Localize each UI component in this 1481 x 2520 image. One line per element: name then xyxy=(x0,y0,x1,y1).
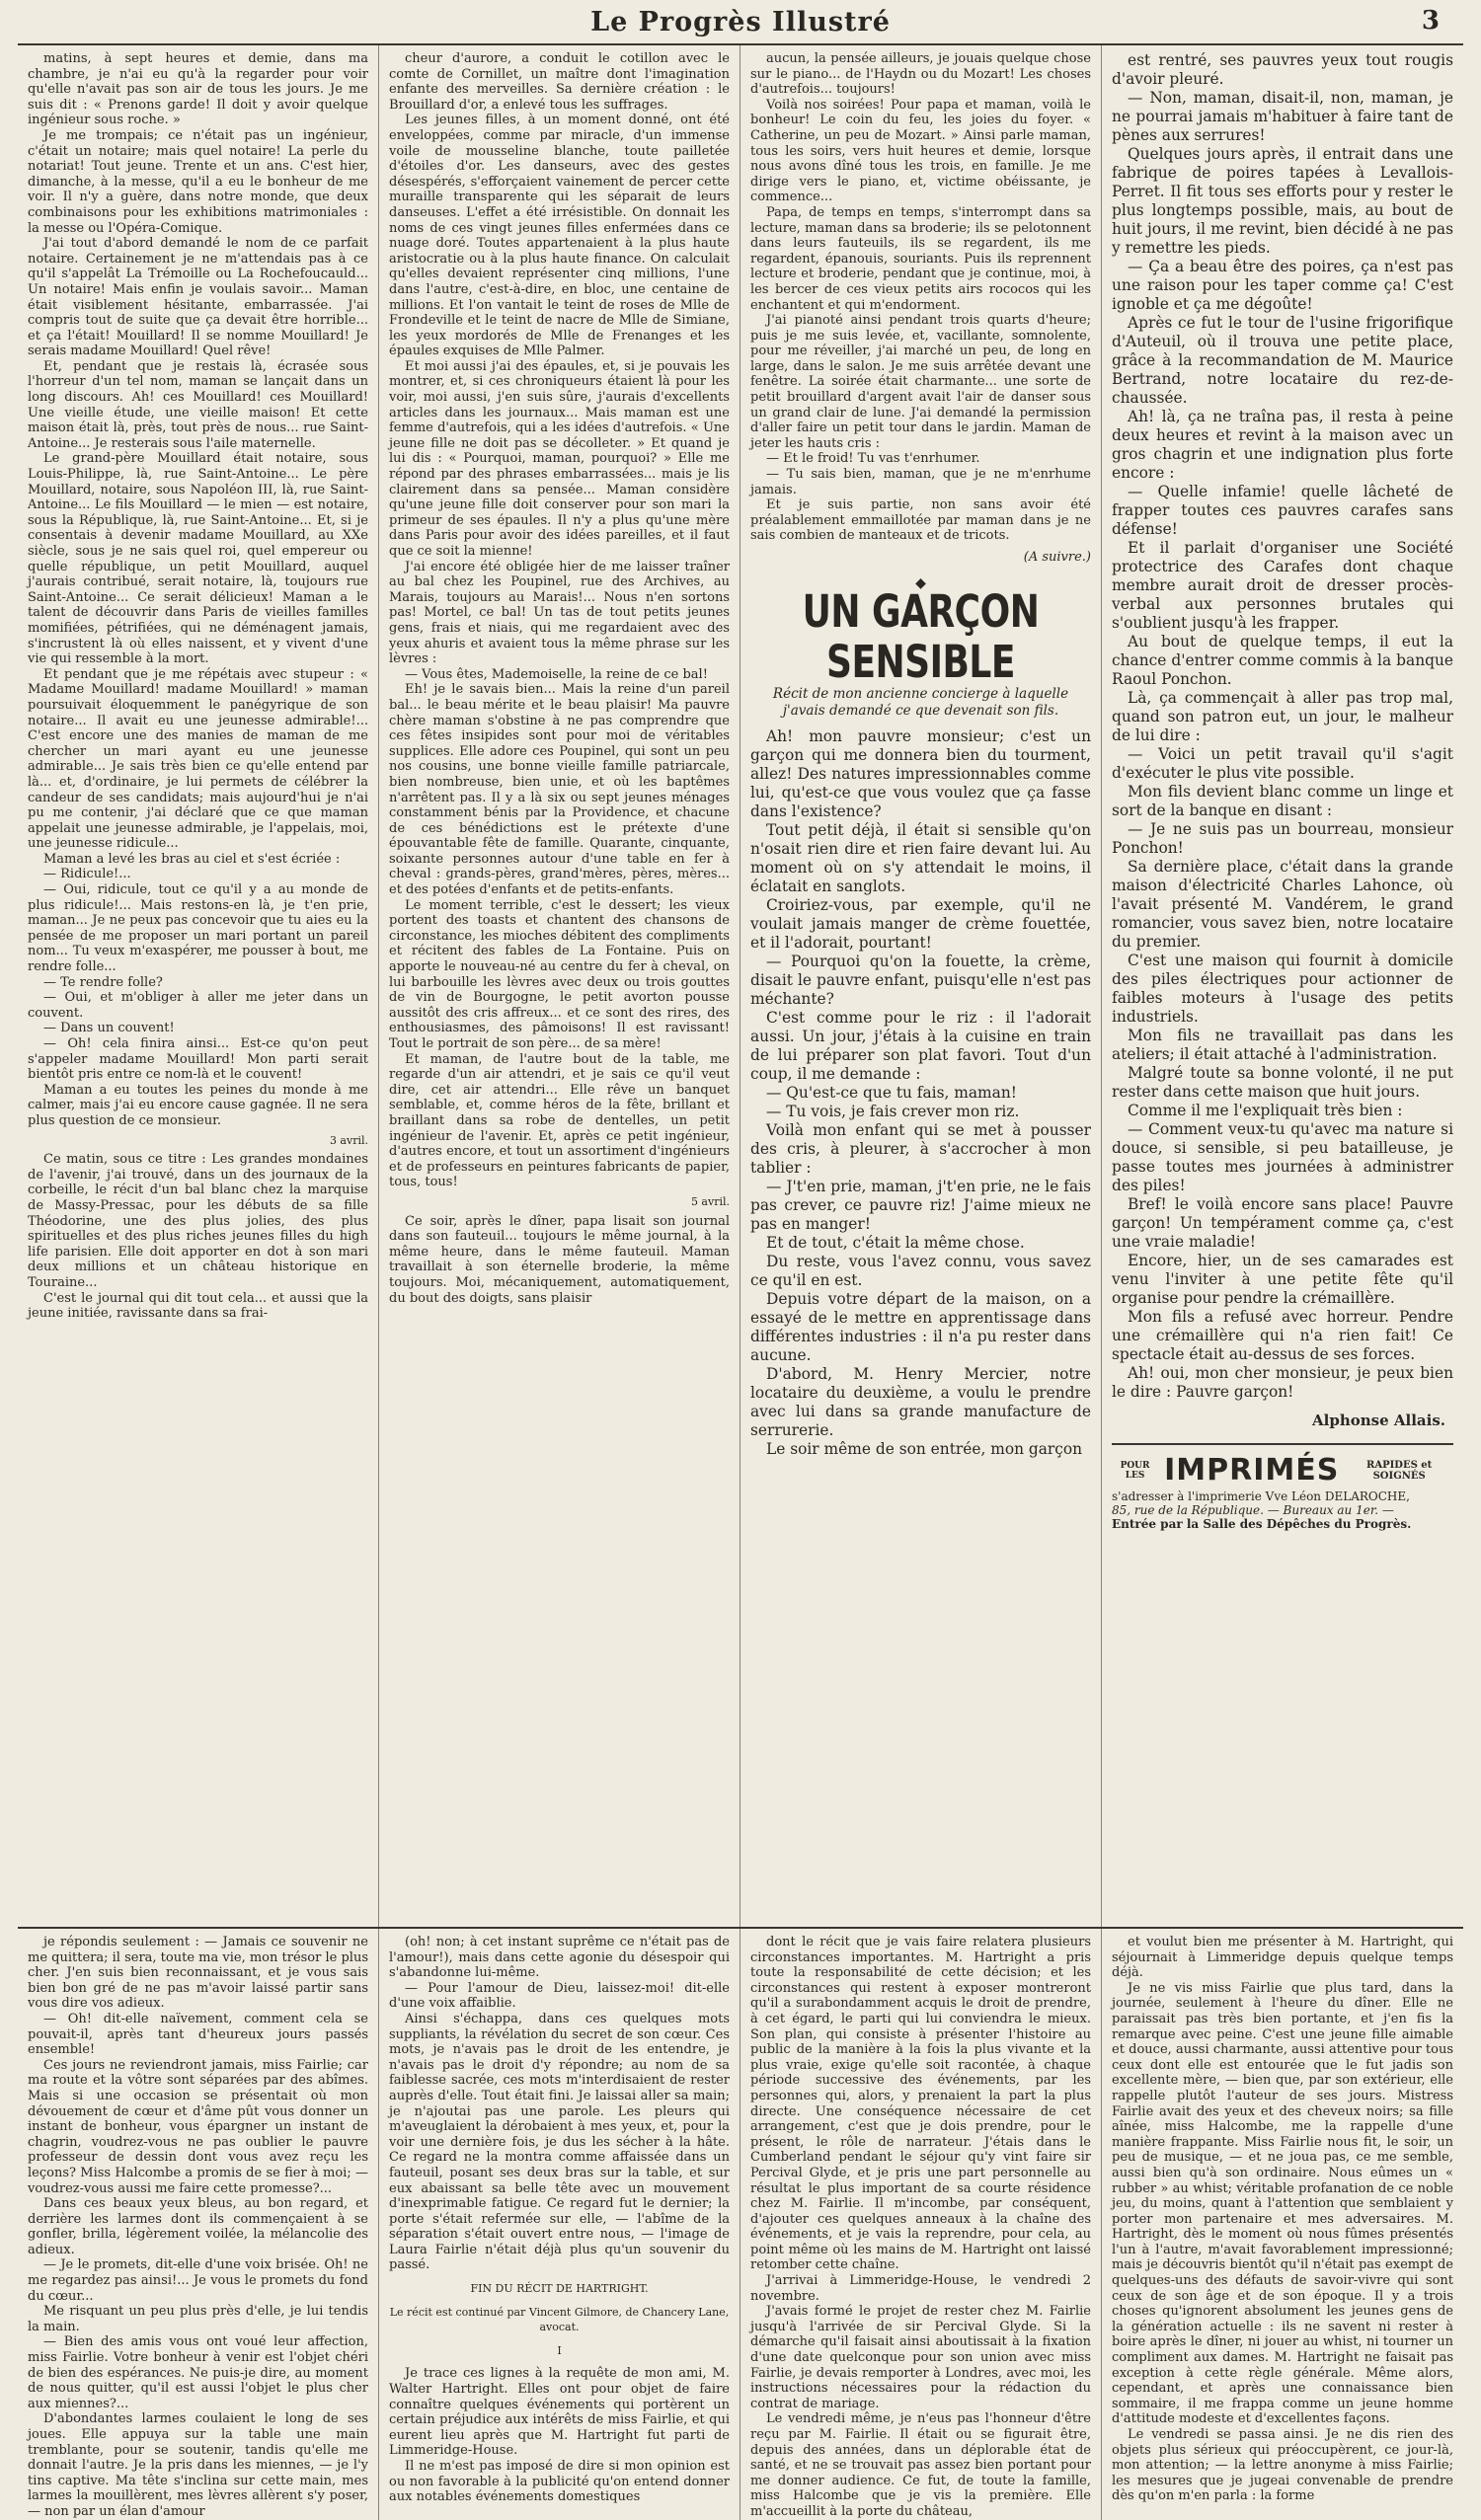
paragraph: FIN DU RÉCIT DE HARTRIGHT. xyxy=(470,2282,649,2296)
paragraph: I xyxy=(557,2343,562,2357)
story-text xyxy=(750,727,1091,1459)
paragraph: 3 avril. xyxy=(329,1133,368,1147)
paragraph: Encore, hier, un de ses camarades est venu l'inviter à une petite fête qu'il organise pour pendre la crémaillère. xyxy=(1112,1252,1453,1307)
paragraph: J'ai pianoté ainsi pendant trois quarts d'heure; puis je me suis levée, et, vacillante, somnolente, pour me réveiller, j'ai marché un peu, de long en large, dans le salon. Je me suis arrêtée devant une fenêtre. La soirée était charmante... une sorte de petit brouillard d'argent avait l'air de danser sous un grand clair de lune. J'ai demandé la permission d'aller faire un petit tour dans le jardin. Maman de jeter les hauts cris : xyxy=(750,313,1091,451)
paragraph: Le grand-père Mouillard était notaire, sous Louis-Philippe, là, rue Saint-Antoine... Le père Mouillard, notaire, sous Napoléon III, là, rue Saint-Antoine... Le fils Mouillard — le mien — est notaire, sous la République, là, rue Saint-Antoine... Et, si je consentais à devenir madame Mouillard, au XXe siècle, sous je ne sais quel roi, quel empereur ou quelle république, un petit Mouillard, auquel j'aurais contribué, serait notaire, là, toujours rue Saint-Antoine... Ce serait délicieux! Maman a le talent de découvrir dans Paris de vieilles familles momifiées, pétrifiées, qui ne déménagent jamais, s'incrustent là où elles naissent, et y vivent d'une vie qui ressemble à la mort. xyxy=(28,451,368,667)
paragraph: matins, à sept heures et demie, dans ma chambre, je n'ai eu qu'à la regarder pour voir qu'elle n'avait pas son air de tous les jours. Je me suis dit : « Prenons garde! Il doit y avoir quelque ingénieur sous roche. » xyxy=(28,51,368,128)
paragraph: — Oh! cela finira ainsi... Est-ce qu'on peut s'appeler madame Mouillard! Mon parti serait bientôt pris entre ce nom-là et le couvent! xyxy=(28,1036,368,1083)
paragraph: — Tu vois, je fais crever mon riz. xyxy=(766,1102,1020,1120)
paragraph: C'est une maison qui fournit à domicile des piles électriques pour actionner de faibles moteurs à l'usage des petits industriels. xyxy=(1112,952,1453,1026)
paragraph: Ah! là, ça ne traîna pas, il resta à peine deux heures et revint à la maison avec un gros chagrin et une indignation plus forte encore : xyxy=(1112,408,1453,482)
paragraph: Et pendant que je me répétais avec stupeur : « Madame Mouillard! madame Mouillard! » maman poursuivait éloquemment le panégyrique de son notaire... Il avait eu une jeunesse admirable!... C'est encore une des manies de maman de me chercher un mari ayant eu une jeunesse admirable... Je sais très bien ce qu'elle entend par là... et, d'ordinaire, je lui permets de célébrer la candeur de ses candidats; mais aujourd'hui je n'ai pu me contenir, j'ai déclaré que ce que maman appelait une jeunesse admirable, je l'appelais, moi, une jeunesse ridicule... xyxy=(28,666,368,852)
paragraph: — Quelle infamie! quelle lâcheté de frapper toutes ces pauvres carafes sans défense! xyxy=(1112,483,1453,538)
paragraph: — Comment veux-tu qu'avec ma nature si douce, si sensible, si peu batailleuse, je passe toutes mes journées à administrer des piles! xyxy=(1112,1120,1453,1194)
paragraph: Mon fils ne travaillait pas dans les ateliers; il était attaché à l'administration. xyxy=(1112,1027,1453,1063)
paragraph: Le vendredi même, je n'eus pas l'honneur d'être reçu par M. Fairlie. Il était ou se figurait être, depuis des années, dans un déplorable état de santé, et ne se trouvait pas assez bien portant pour me donner audience. Ce fut, de toute la famille, miss Halcombe que je vis la première. Elle m'accueillit à la porte du château, xyxy=(750,2411,1091,2519)
paragraph: est rentré, ses pauvres yeux tout rougis d'avoir pleuré. xyxy=(1112,51,1453,88)
paragraph: — Dans un couvent! xyxy=(43,1021,175,1036)
paragraph: Je trace ces lignes à la requête de mon ami, M. Walter Hartright. Elles ont pour objet de faire connaître quelques événements qui portèrent un certain préjudice aux intérêts de miss Fairlie, et qui eurent lieu après que M. Hartright fut parti de Limmeridge-House. xyxy=(389,2366,730,2459)
paragraph: — Bien des amis vous ont voué leur affection, miss Fairlie. Votre bonheur à venir est l'objet chéri de bien des espérances. Ne puis-je dire, au moment de nous quitter, qu'il est aussi l'objet le plus cher aux miennes?... xyxy=(28,2334,368,2411)
paragraph: Au bout de quelque temps, il eut la chance d'entrer comme commis à la banque Raoul Ponchon. xyxy=(1112,633,1453,688)
paragraph: — Ça a beau être des poires, ça n'est pas une raison pour les taper comme ça! C'est ignoble et ça me dégoûte! xyxy=(1112,258,1453,313)
paragraph: Ah! oui, mon cher monsieur, je peux bien le dire : Pauvre garçon! xyxy=(1112,1364,1453,1401)
ad-line-3: Entrée par la Salle des Dépêches du Progrès. xyxy=(1112,1517,1412,1531)
paragraph: — Oui, et m'obliger à aller me jeter dans un couvent. xyxy=(28,990,368,1021)
paragraph: — Pourquoi qu'on la fouette, la crème, disait le pauvre enfant, puisqu'elle n'est pas méchante? xyxy=(750,952,1091,1008)
paragraph: Ce soir, après le dîner, papa lisait son journal dans son fauteuil... toujours le même journal, à la même heure, dans le même fauteuil. Maman travaillait à son éternelle broderie, la même toujours. Moi, mécaniquement, automatiquement, du bout des doigts, sans plaisir xyxy=(389,1213,730,1306)
paragraph: Du reste, vous l'avez connu, vous savez ce qu'il en est. xyxy=(750,1252,1091,1289)
paragraph: et voulut bien me présenter à M. Hartright, qui séjournait à Limmeridge depuis quelque temps déjà. xyxy=(1112,1935,1453,1981)
paragraph: Voilà nos soirées! Pour papa et maman, voilà le bonheur! Le coin du feu, les joies du foyer. « Catherine, un peu de Mozart. » Ainsi parle maman, tous les soirs, vers huit heures et demie, lorsque nous avons dîné tous les trois, en famille. Je me dirige vers le piano, et, victime obéissante, je commence... xyxy=(750,97,1091,205)
paragraph: — Qu'est-ce que tu fais, maman! xyxy=(766,1083,1017,1102)
ad-rule xyxy=(1112,1443,1453,1445)
column-2 xyxy=(379,45,740,1927)
paragraph: Dans ces beaux yeux bleus, au bon regard, et derrière les larmes dont ils commençaient à se gonfler, brilla, légèrement voilée, la mélancolie des adieux. xyxy=(28,2196,368,2257)
feuilleton-column-4 xyxy=(1102,1929,1463,2520)
paragraph: J'ai tout d'abord demandé le nom de ce parfait notaire. Certainement je ne m'attendais pas à ce qu'il s'appelât La Trémoille ou La Rochefoucauld... Un notaire! Mais enfin je voulais savoir... Maman était visiblement hésitante, embarrassée. J'ai compris tout de suite que ça devait être horrible... et ça l'était! Mouillard! Il se nomme Mouillard! Je serais madame Mouillard! Quel rêve! xyxy=(28,236,368,359)
paragraph: Me risquant un peu plus près d'elle, je lui tendis la main. xyxy=(28,2304,368,2334)
paragraph: C'est comme pour le riz : il l'adorait aussi. Un jour, j'étais à la cuisine en train de lui préparer son plat favori. Tout d'un coup, il me demande : xyxy=(750,1008,1091,1083)
paragraph: — Pour l'amour de Dieu, laissez-moi! dit-elle d'une voix affaiblie. xyxy=(389,1980,730,2012)
ad-headline: IMPRIMÉS xyxy=(1164,1453,1340,1488)
paragraph: D'abondantes larmes coulaient le long de ses joues. Elle appuya sur la table une main tremblante, pour se soutenir, tandis qu'elle me donnait l'autre. Je la pris dans les miennes, — je l'y tins captive. Ma tête s'inclina sur cette main, mes larmes la mouillèrent, mes lèvres allèrent s'y poser, — non par un élan d'amour xyxy=(28,2411,368,2519)
paragraph: — Non, maman, disait-il, non, maman, je ne pourrai jamais m'habituer à faire tant de pènes aux serrures! xyxy=(1112,89,1453,144)
paragraph: Je ne vis miss Fairlie que plus tard, dans la journée, seulement à l'heure du dîner. Elle ne paraissait pas très bien portante, et j'en fis la remarque avec peine. C'est une jeune fille aimable et douce, aussi charmante, aussi attentive pour tous ceux dont elle est entourée que le fut jadis son excellente mère, — bien que, par son extérieur, elle rappelle plutôt l'auteur de ses jours. Mistress Fairlie avait des yeux et des cheveux noirs; sa fille aînée, miss Halcombe, me la rappelle d'une manière frappante. Miss Fairlie nous fit, le soir, un peu de musique, — et ne joua pas, ce me semble, aussi bien qu'à son ordinaire. Nous eûmes un « rubber » au whist; véritable profanation de ce noble jeu, du moins, quant à l'attention que semblaient y porter mon partenaire et mes adversaires. M. Hartright, dès le moment où nous fûmes présentés l'un à l'autre, m'avait favorablement impressionné; mais je découvris bientôt qu'il n'était pas exempt de quelques-uns des défauts de savoir-vivre qui sont ceux de son âge et de son époque. Il y a trois choses qu'ignorent absolument les jeunes gens de la génération actuelle : ils ne savent ni rester à boire après le dîner, ni jouer au whist, ni tourner un compliment aux dames. M. Hartright ne faisait pas exception à cette règle générale. Même alors, cependant, et après une connaissance bien sommaire, il me frappa comme un jeune homme d'attitude modeste et d'excellentes façons. xyxy=(1112,1980,1453,2427)
paragraph: — Vous êtes, Mademoiselle, la reine de ce bal! xyxy=(405,666,708,682)
paragraph: Le récit est continué par Vincent Gilmore, de Chancery Lane, avocat. xyxy=(389,2305,730,2334)
paragraph: — Te rendre folle? xyxy=(43,974,163,990)
paragraph: D'abord, M. Henry Mercier, notre locataire du deuxième, a voulu le prendre avec lui dans sa grande manufacture de serrurerie. xyxy=(750,1364,1091,1439)
paragraph: — Je ne suis pas un bourreau, monsieur Ponchon! xyxy=(1112,820,1453,857)
paragraph: Ainsi s'échappa, dans ces quelques mots suppliants, la révélation du secret de son cœur. Ces mots, je n'avais pas le droit de les entendre, je n'avais pas le droit d'y répondre; au nom de sa faiblesse sacrée, ces mots m'interdisaient de rester auprès d'elle. Tout était fini. Je laissai aller sa main; je n'ajoutai pas une parole. Les pleurs qui m'aveuglaient la dérobaient à mes yeux, et, pour la voir une dernière fois, je dus les sécher à la hâte. Ce regard ne la montra comme affaissée dans un fauteuil, posant ses deux bras sur la table, et sur eux abaissant sa belle tête avec un mouvement d'inexprimable fatigue. Ce regard fut le dernier; la porte s'était refermée sur elle, — l'abîme de la séparation s'était ouvert entre nous, — l'image de Laura Fairlie n'était déjà plus qu'un souvenir du passé. xyxy=(389,2011,730,2273)
column-3 xyxy=(740,45,1102,1927)
paragraph: Eh! je le savais bien... Mais la reine d'un pareil bal... le beau mérite et le beau plaisir! Ma pauvre chère maman s'obstine à ne pas comprendre que ces fêtes insipides sont pour moi de véritables supplices. Elle adore ces Poupinel, qui sont un peu nos cousins, une bonne vieille famille patriarcale, bien nombreuse, bien unie, et où les baptêmes n'arrêtent pas. Il y a là six ou sept jeunes ménages constamment bénis par la Providence, et chacune de ces bénédictions est le prétexte d'une épouvantable fête de famille. Quarante, cinquante, soixante personnes autour d'une table en fer à cheval : grands-pères, grand'mères, pères, mères... et des potées d'enfants et de petits-enfants. xyxy=(389,682,730,898)
paragraph: Comme il me l'expliquait très bien : xyxy=(1128,1102,1403,1119)
paragraph: C'est le journal qui dit tout cela... et aussi que la jeune initiée, ravissante dans sa frai- xyxy=(28,1290,368,1322)
paragraph: — Je le promets, dit-elle d'une voix brisée. Oh! ne me regardez pas ainsi!... Je vous le promets du fond du cœur... xyxy=(28,2257,368,2304)
paragraph: Bref! le voilà encore sans place! Pauvre garçon! Un tempérament comme ça, c'est une vraie maladie! xyxy=(1112,1195,1453,1251)
paragraph: Je me trompais; ce n'était pas un ingénieur, c'était un notaire; mais quel notaire! La perle du notariat! Tout jeune. Trente et un ans. C'est hier, dimanche, à la messe, qu'il a eu le bonheur de me voir. Il n'y a guère, dans notre monde, que deux combinaisons pour les exhibitions matrimoniales : la messe ou l'Opéra-Comique. xyxy=(28,127,368,236)
paragraph: — Tu sais bien, maman, que je ne m'enrhume jamais. xyxy=(750,467,1091,497)
paragraph: Et je suis partie, non sans avoir été préalablement emmaillotée par maman dans je ne sais combien de manteaux et de tricots. xyxy=(750,497,1091,544)
paragraph: J'ai encore été obligée hier de me laisser traîner au bal chez les Poupinel, rue des Archives, au Marais, toujours au Marais!... Nous n'en sortons pas! Mortel, ce bal! Un tas de tout petits jeunes gens, frais et niais, qui me regardaient avec des yeux ahuris et avaient tous la même phrase sur les lèvres : xyxy=(389,559,730,667)
paragraph: Et de tout, c'était la même chose. xyxy=(766,1233,1025,1252)
paragraph: Et maman, de l'autre bout de la table, me regarde d'un air attendri, et je sais ce qu'il veut dire, cet air attendri... Elle rêve un banquet semblable, et, comme héros de la fête, brillant et braillant dans sa robe de dentelles, un petit ingénieur de l'avenir. Et, après ce petit ingénieur, d'autres encore, et tout un assortiment d'ingénieurs et de professeurs en peintures fabricants de papier, tous, tous! xyxy=(389,1051,730,1190)
ad-lines xyxy=(1112,1489,1453,1531)
story-title: UN GARÇON SENSIBLE xyxy=(802,586,1040,688)
paragraph: — Et le froid! Tu vas t'enrhumer. xyxy=(766,451,980,467)
story-subtitle: Récit de mon ancienne concierge à laquelle j'avais demandé ce que devenait son fils. xyxy=(772,685,1069,719)
feuilleton-column-1 xyxy=(18,1929,379,2520)
paragraph: je répondis seulement : — Jamais ce souvenir ne me quittera; il sera, toute ma vie, mon trésor le plus cher. J'en suis bien reconnaissant, et je vous sais bien bon gré de ne pas m'avoir laissé partir sans vous dire vos adieux. xyxy=(28,1935,368,2012)
masthead xyxy=(18,0,1463,45)
paragraph: Il ne m'est pas imposé de dire si mon opinion est ou non favorable à la publicité qu'on entend donner aux notables événements domestiques xyxy=(389,2459,730,2505)
paragraph: Les jeunes filles, à un moment donné, ont été enveloppées, comme par miracle, d'un immense voile de mousseline blanche, toute pailletée d'étoiles d'or. Les danseurs, avec des gestes désespérés, s'efforçaient vainement de percer cette muraille transparente qui les séparait de leurs danseuses. L'effet a été irrésistible. On donnait les noms de ces vingt jeunes filles enfermées dans ce nuage doré. Toutes appartenaient à la plus haute aristocratie ou à la plus haute finance. On calculait qu'elles devaient représenter cinq millions, l'une dans l'autre, c'est-à-dire, en bloc, une centaine de millions. Et l'on vantait le teint de roses de Mlle de Frondeville et le teint de nacre de Mlle de Simiane, les yeux mordorés de Mlle de Frenanges et les épaules exquises de Mlle Palmer. xyxy=(389,113,730,359)
paragraph: Depuis votre départ de la maison, on a essayé de le mettre en apprentissage dans différentes industries : il n'a pu rester dans aucune. xyxy=(750,1289,1091,1364)
paragraph: Ces jours ne reviendront jamais, miss Fairlie; car ma route et la vôtre sont séparées par des abîmes. Mais si une occasion se présentait où mon dévouement de cœur et d'âme pût vous donner un instant de bonheur, vous épargner un instant de chagrin, voudrez-vous ne pas oublier le pauvre professeur de dessin dont vous avez reçu les leçons? Miss Halcombe a promis de se fier à moi; — voudrez-vous aussi me faire cette promesse?... xyxy=(28,2057,368,2196)
paragraph: Et il parlait d'organiser une Société protectrice des Carafes dont chaque membre aurait droit de dresser procès-verbal aux personnes brutales qui s'oublient jusqu'à les frapper. xyxy=(1112,539,1453,632)
paragraph: — Oui, ridicule, tout ce qu'il y a au monde de plus ridicule!... Mais restons-en là, je t'en prie, maman... Je ne peux pas concevoir que tu aies eu la pensée de me proposer un mari portant un pareil nom... Tu veux m'exaspérer, me pousser à bout, me rendre folle... xyxy=(28,882,368,975)
paragraph: Mon fils devient blanc comme un linge et sort de la banque en disant : xyxy=(1112,783,1453,819)
paragraph: Ah! mon pauvre monsieur; c'est un garçon qui me donnera bien du tourment, allez! Des natures impressionnables comme lui, qu'est-ce que vous voulez que ça fasse dans l'existence? xyxy=(750,726,1091,820)
a-suivre-note: (A suivre.) xyxy=(1023,550,1091,565)
paragraph: Maman a levé les bras au ciel et s'est écriée : xyxy=(43,851,341,867)
paragraph: Tout petit déjà, il était si sensible qu'on n'osait rien dire et rien faire devant lui. Au moment où on s'y attendait le moins, il éclatait en sanglots. xyxy=(750,820,1091,895)
ad-line-1: s'adresser à l'imprimerie Vve Léon DELAROCHE, xyxy=(1112,1489,1410,1503)
paragraph: Papa, de temps en temps, s'interrompt dans sa lecture, maman dans sa broderie; ils se pelotonnent dans leurs fauteuils, ils se regardent, ils me regardent, épanouis, souriants. Puis ils reprennent lecture et broderie, pendant que je continue, moi, à les bercer de ces vieux petits airs rococos qui les enchantent et qui m'endorment. xyxy=(750,204,1091,313)
paragraph: Le soir même de son entrée, mon garçon xyxy=(766,1439,1083,1458)
ornament-divider: ◆ xyxy=(915,574,926,591)
paragraph: Après ce fut le tour de l'usine frigorifique d'Auteuil, où il trouva une petite place, grâce à la recommandation de M. Maurice Bertrand, notre locataire du rez-de-chaussée. xyxy=(1112,314,1453,407)
paragraph: Et moi aussi j'ai des épaules, et, si je pouvais les montrer, et, si ces chroniqueurs étaient là pour les voir, moi aussi, j'en suis sûre, j'aurais d'excellents articles dans les journaux... Mais maman est une femme d'autrefois, qui a les idées d'autrefois. « Une jeune fille ne doit pas se décolleter. » Et quand je lui dis : « Pourquoi, maman, pourquoi? » Elle me répond par des phrases embarrassées... mais je lis clairement dans sa pensée... Maman considère qu'une jeune fille doit conserver pour son mari la primeur de ses épaules. Il n'y a plus qu'une mère dans Paris pour avoir des idées pareilles, et il faut que ce soit la mienne! xyxy=(389,358,730,559)
feuilleton-column-2 xyxy=(379,1929,740,2520)
feuilleton-section xyxy=(18,1929,1463,2519)
ad-rapides: RAPIDES et SOIGNÉS xyxy=(1366,1459,1433,1482)
story-signature: Alphonse Allais. xyxy=(1312,1412,1445,1429)
paragraph: J'avais formé le projet de rester chez M. Fairlie jusqu'à l'arrivée de sir Percival Glyde. Si la démarche qu'il faisait ainsi aboutissait à la fixation d'une date quelconque pour son union avec miss Fairlie, je devais remporter à Londres, avec moi, les instructions nécessaires pour la rédaction du contrat de mariage. xyxy=(750,2304,1091,2411)
paragraph: Croiriez-vous, par exemple, qu'il ne voulait jamais manger de crème fouettée, et il l'adorait, pourtant! xyxy=(750,895,1091,952)
ad-pour: POUR LES xyxy=(1120,1460,1150,1481)
paragraph: Malgré toute sa bonne volonté, il ne put rester dans cette maison que huit jours. xyxy=(1112,1064,1453,1101)
paragraph: Quelques jours après, il entrait dans une fabrique de poires tapées à Levallois-Perret. Il fit tous ses efforts pour y rester le plus longtemps possible, mais, au bout de huit jours, il me revint, bien décidé à ne pas y remettre les pieds. xyxy=(1112,145,1453,257)
paragraph: — Voici un petit travail qu'il s'agit d'exécuter le plus vite possible. xyxy=(1112,745,1453,782)
paragraph: Le moment terrible, c'est le dessert; les vieux portent des toasts et chantent des chansons de circonstance, les mioches débitent des compliments et récitent des fables de La Fontaine. Puis on apporte le nouveau-né au centre du fer à cheval, on lui barbouille les lèvres avec deux ou trois gouttes de vin de Bourgogne, le petit avorton pousse aussitôt des cris affreux... et ce sont des rires, des enthousiasmes, des pâmoisons! Il est ravissant! Tout le portrait de son père... de sa mère! xyxy=(389,897,730,1051)
paragraph: Mon fils a refusé avec horreur. Pendre une crémaillère qui n'a rien fait! Ce spectacle était au-dessus de ses forces. xyxy=(1112,1308,1453,1363)
top-section xyxy=(18,45,1463,1929)
paragraph: — Ridicule!... xyxy=(43,867,131,882)
paragraph: Maman a eu toutes les peines du monde à me calmer, mais j'ai eu encore cause gagnée. Il ne sera plus question de ce monsieur. xyxy=(28,1082,368,1128)
column-4 xyxy=(1102,45,1463,1927)
ad-line-2: 85, rue de la République. — Bureaux au 1er. — xyxy=(1112,1503,1394,1517)
column-4-text xyxy=(1112,51,1453,1402)
feuilleton-column-3 xyxy=(740,1929,1102,2520)
paragraph: Et, pendant que je restais là, écrasée sous l'horreur d'un tel nom, maman se lançait dans un long discours. Ah! ces Mouillard! ces Mouillard! Une vieille étude, une vieille maison! Et cette maison était là, près, tout près de nous... rue Saint-Antoine... Je resterais sous l'aile maternelle. xyxy=(28,358,368,451)
printing-advertisement xyxy=(1112,1451,1453,1489)
paragraph: — Oh! dit-elle naïvement, comment cela se pouvait-il, après tant d'heureux jours passés ensemble! xyxy=(28,2011,368,2058)
page-number: 3 xyxy=(1421,6,1440,36)
newspaper-title: Le Progrès Illustré xyxy=(590,6,891,38)
column-3-text xyxy=(750,51,1091,544)
paragraph: J'arrivai à Limmeridge-House, le vendredi 2 novembre. xyxy=(750,2273,1091,2304)
paragraph: Voilà mon enfant qui se met à pousser des cris, à pleurer, à s'accrocher à mon tablier : xyxy=(750,1120,1091,1177)
paragraph: aucun, la pensée ailleurs, je jouais quelque chose sur le piano... de l'Haydn ou du Mozart! Les choses d'autrefois... toujours! xyxy=(750,51,1091,98)
paragraph: Ce matin, sous ce titre : Les grandes mondaines de l'avenir, j'ai trouvé, dans un des journaux de la corbeille, le récit d'un bal blanc chez la marquise de Massy-Pressac, pour les débuts de sa fille Théodorine, une des plus jolies, des plus spirituelles et des plus riches jeunes filles du high life parisien. Elle doit apporter en dot à son mari deux millions et un château historique en Touraine... xyxy=(28,1152,368,1290)
paragraph: Là, ça commençait à aller pas trop mal, quand son patron eut, un jour, le malheur de lui dire : xyxy=(1112,689,1453,744)
paragraph: — J't'en prie, maman, j't'en prie, ne le fais pas crever, ce pauvre riz! J'aime mieux ne pas en manger! xyxy=(750,1177,1091,1233)
paragraph: dont le récit que je vais faire relatera plusieurs circonstances importantes. M. Hartright a pris toute la responsabilité de cette décision; et les circonstances qui restent à exposer montreront qu'il a surabondamment acquis le droit de prendre, à cet égard, le parti qui lui conviendra le mieux. Son plan, qui consiste à présenter l'histoire au public de la manière à la fois la plus vivante et la plus vraie, exige qu'elle soit racontée, à chaque période successive des événements, par les personnes qui, alors, y prenaient la part la plus directe. Une conséquence nécessaire de cet arrangement, c'est que je dois prendre, pour le présent, le rôle de narrateur. J'étais dans le Cumberland pendant le séjour qu'y vint faire sir Percival Glyde, et je pris une part personnelle au résultat le plus important de sa courte résidence chez M. Fairlie. Il m'incombe, par conséquent, d'ajouter ces quelques anneaux à la chaîne des événements, et je vais la reprendre, pour cela, au point même où les mains de M. Hartright ont laissé retomber cette chaîne. xyxy=(750,1935,1091,2273)
paragraph: cheur d'aurore, a conduit le cotillon avec le comte de Cornillet, un maître dont l'imagination enfante des merveilles. Sa dernière création : le Brouillard d'or, a enlevé tous les suffrages. xyxy=(389,51,730,113)
paragraph: 5 avril. xyxy=(690,1194,730,1208)
column-1 xyxy=(18,45,379,1927)
paragraph: (oh! non; à cet instant suprême ce n'était pas de l'amour!), mais dans cette agonie du désespoir qui s'abandonne lui-même. xyxy=(389,1935,730,1981)
paragraph: Sa dernière place, c'était dans la grande maison d'électricité Charles Lahonce, où l'avait présenté M. Vandérem, le grand romancier, vous savez bien, notre locataire du premier. xyxy=(1112,858,1453,951)
paragraph: Le vendredi se passa ainsi. Je ne dis rien des objets plus sérieux qui préoccupèrent, ce jour-là, mon attention; — la lettre anonyme à miss Fairlie; les mesures que je jugeai convenable de prendre dès qu'on m'en parla : la forme xyxy=(1112,2427,1453,2504)
